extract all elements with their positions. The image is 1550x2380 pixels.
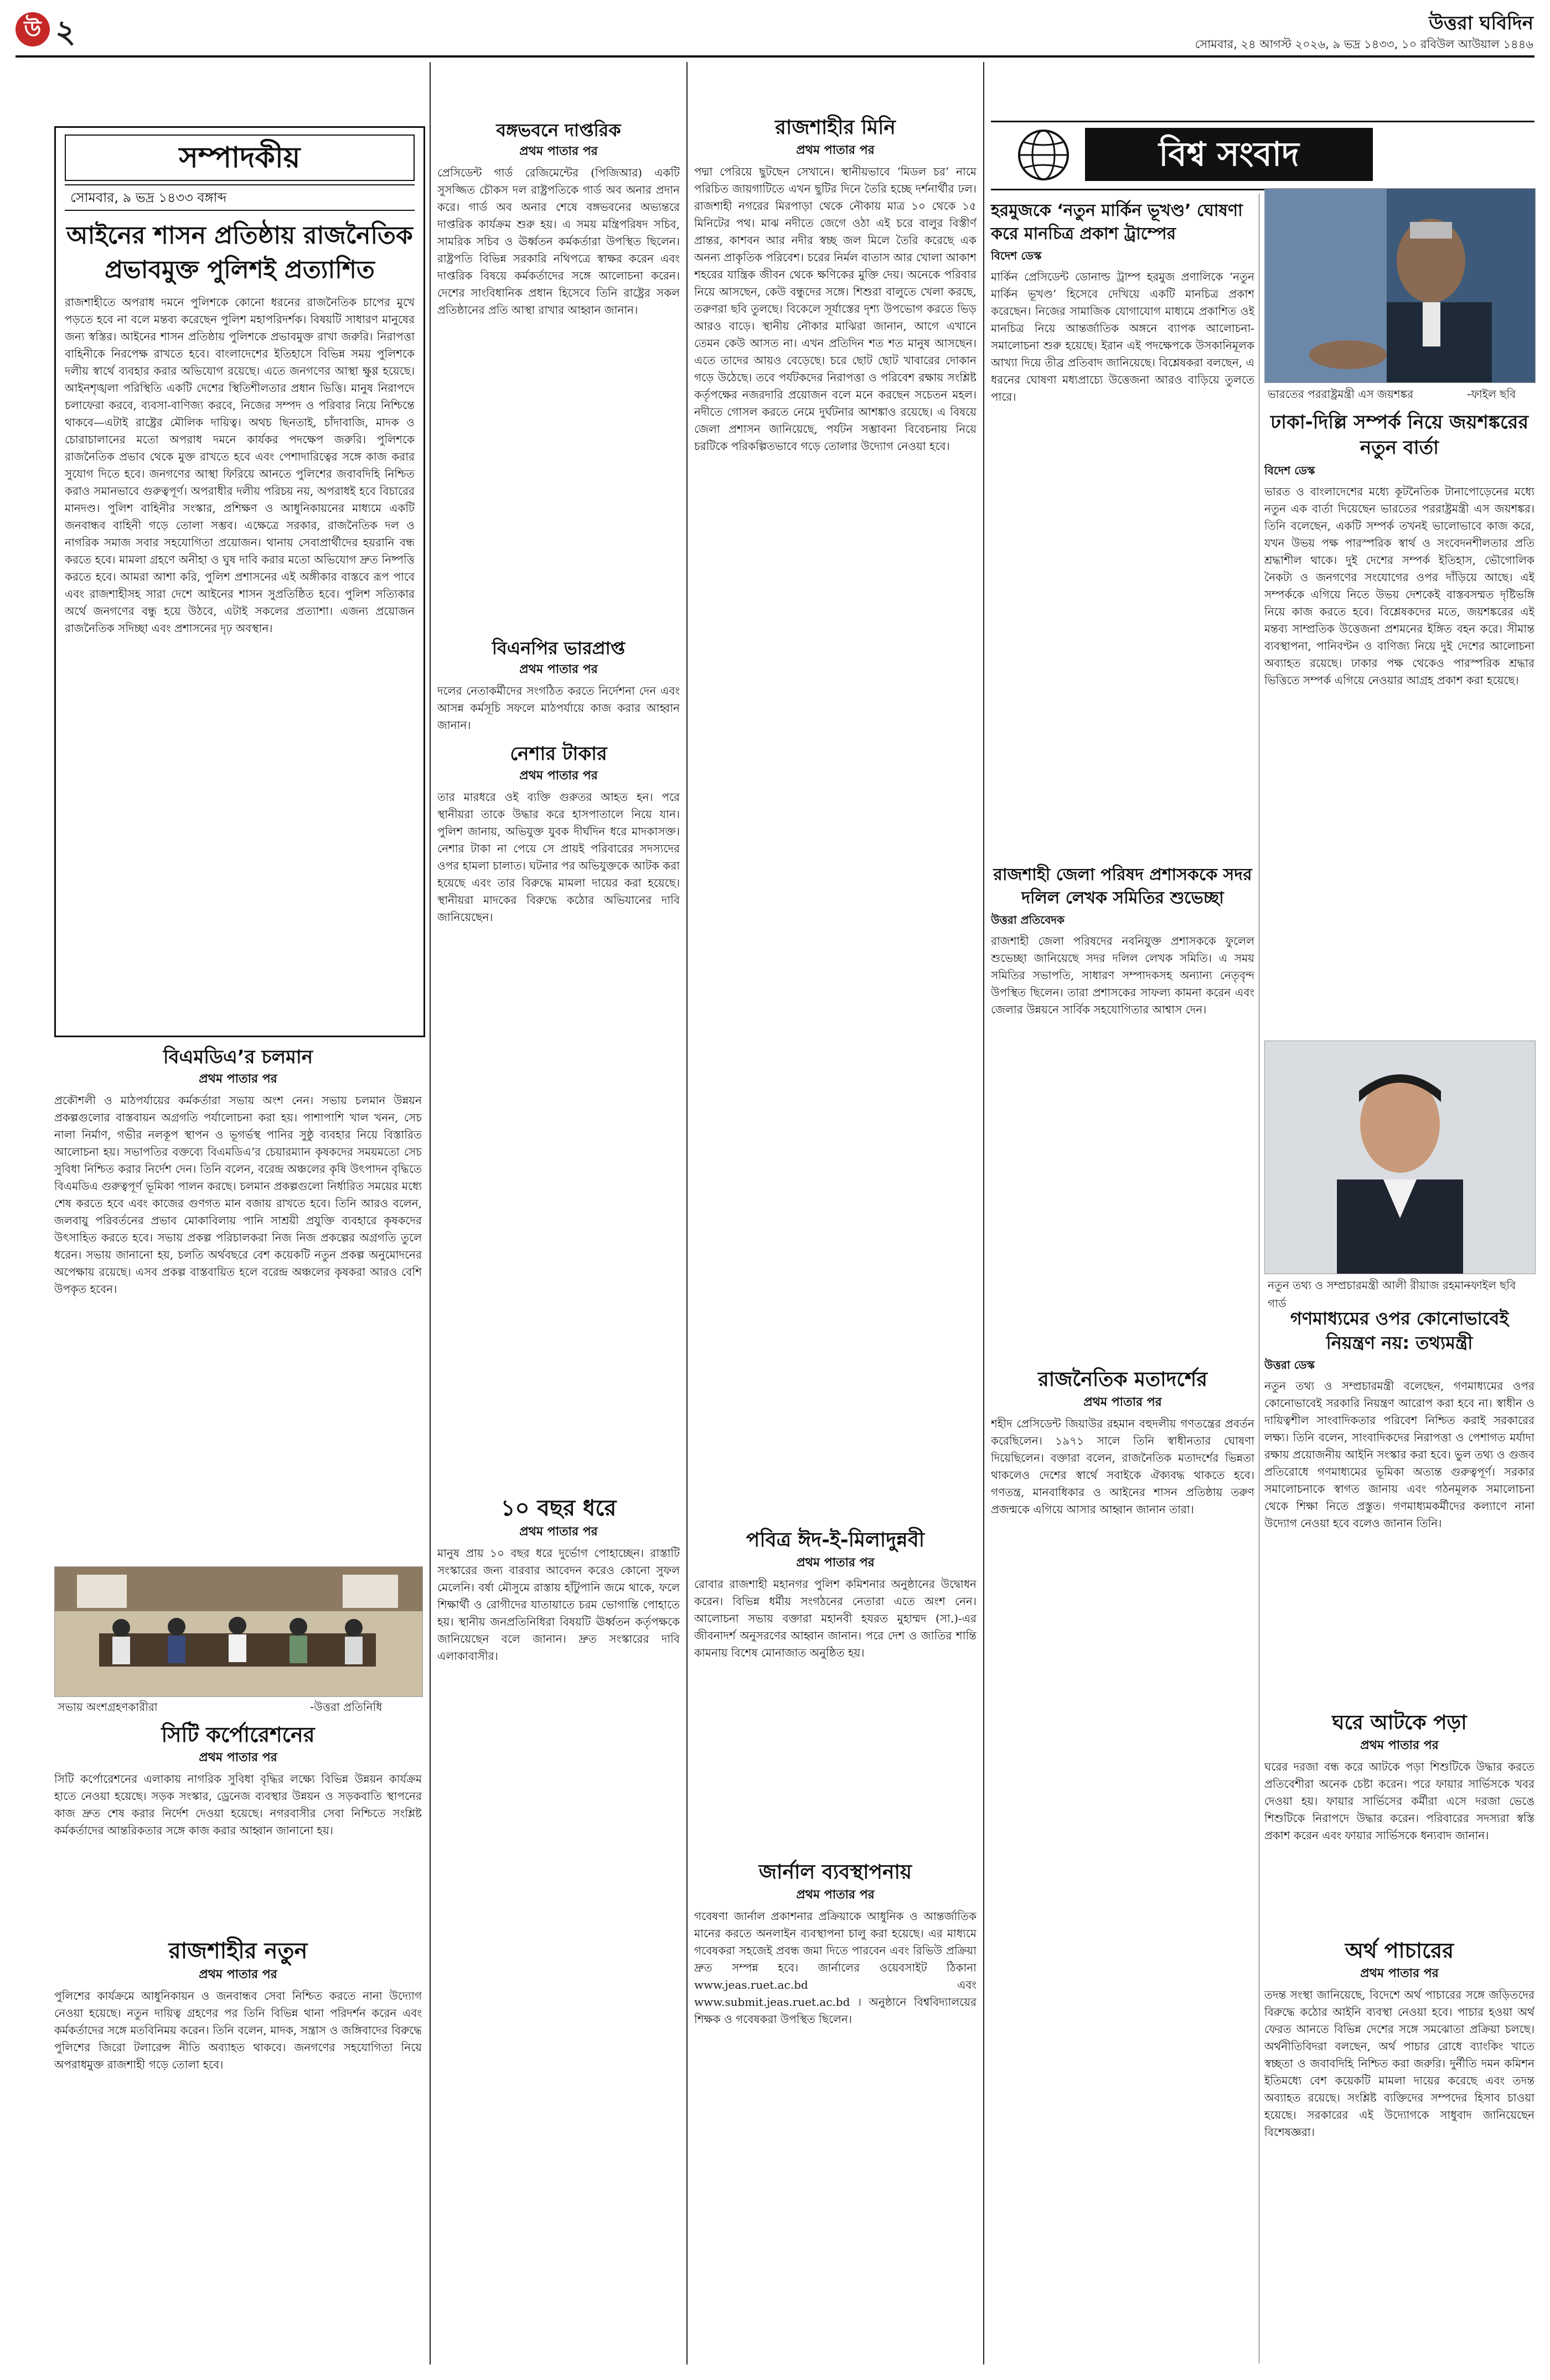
- story-sub: প্রথম পাতার পর: [796, 1888, 875, 1902]
- column-divider: [686, 62, 688, 2365]
- masthead-logo: [16, 12, 50, 46]
- story-body: রাজশাহী জেলা পরিষদের নবনিযুক্ত প্রশাসককে ফুলেল শুভেচ্ছা জানিয়েছে সদর দলিল লেখক সমিতি। এ সময় সমিতির সভাপতি, সাধারণ সম্পাদকসহ অন্যান্য নেতৃবৃন্দ উপস্থিত ছিলেন। তারা প্রশাসকের সাফল্য কামনা করেন এবং জেলার উন্নয়নে সার্বিক সহযোগিতার আশ্বাস দেন।: [991, 934, 1254, 1016]
- story-sub: প্রথম পাতার পর: [1083, 1395, 1162, 1409]
- story-body: প্রেসিডেন্ট গার্ড রেজিমেন্টের (পিজিআর) একটি সুসজ্জিত চৌকস দল রাষ্ট্রপতিকে গার্ড অব অনার প্রদান করে। গার্ড অব অনার শেষে বঙ্গভবনের অভ্যন্তরে দাপ্তরিক কার্যক্রম শুরু হয়। এ সময় মন্ত্রিপরিষদ সচিব, সামরিক সচিব ও ঊর্ধ্বতন কর্মকর্তারা উপস্থিত ছিলেন। রাষ্ট্রপতি বিভিন্ন সরকারি নথিপত্রে স্বাক্ষর করেন এবং দাপ্তরিক বিষয়ে কর্মকর্তাদের সঙ্গে আলোচনা করেন। দেশের সাংবিধানিক প্রধান হিসেবে তিনি রাষ্ট্রের সকল প্রতিষ্ঠানের প্রতি আস্থা রাখার আহ্বান জানান।: [437, 166, 680, 317]
- world-story5: [1264, 1306, 1534, 1699]
- story-body: রোবার রাজশাহী মহানগর পুলিশ কমিশনার অনুষ্ঠানের উদ্বোধন করেন। বিভিন্ন ধর্মীয় সংগঠনের নেতারা এতে অংশ নেন। আলোচনা সভায় বক্তারা মহানবী হযরত মুহাম্মদ (সা.)-এর জীবনাদর্শ অনুসরণের আহ্বান জানান। পরে দেশ ও জাতির শান্তি কামনায় বিশেষ মোনাজাত অনুষ্ঠিত হয়।: [694, 1577, 976, 1659]
- editorial-headline: আইনের শাসন প্রতিষ্ঠায় রাজনৈতিক প্রভাবমুক্ত পুলিশই প্রত্যাশিত: [66, 221, 413, 284]
- world-story3: [991, 863, 1254, 1420]
- story-title: রাজশাহীর মিনি: [775, 116, 896, 139]
- story-byline: বিদেশ ডেস্ক: [1264, 464, 1315, 477]
- editorial-date: সোমবার, ৯ ভদ্র ১৪৩৩ বঙ্গাব্দ: [65, 184, 415, 211]
- date-line: সোমবার, ২৪ আগস্ট ২০২৬, ৯ ভদ্র ১৪৩৩, ১০ রবিউল আউয়াল ১৪৪৬: [1195, 38, 1533, 51]
- story-title: বিএনপির ভারপ্রাপ্ত: [492, 638, 626, 659]
- story-byline: উত্তরা প্রতিবেদক: [991, 913, 1065, 927]
- column-divider: [983, 62, 984, 2365]
- world-section-title-box: [1085, 128, 1373, 181]
- story-title: বিএমডিএ’র চলমান: [163, 1046, 313, 1068]
- col1-story2: [54, 1721, 422, 1926]
- story-body: পুলিশের কার্যক্রমে আধুনিকায়ন ও জনবান্ধব সেবা নিশ্চিত করতে নানা উদ্যোগ নেওয়া হয়েছে। নতুন দায়িত্ব গ্রহণের পর তিনি বিভিন্ন থানা পরিদর্শন করেন এবং কর্মকর্তাদের সঙ্গে মতবিনিময় করেন। তিনি বলেন, মাদক, সন্ত্রাস ও জঙ্গিবাদের বিরুদ্ধে পুলিশের জিরো টলারেন্স নীতি অব্যাহত থাকবে। জনগণের সহযোগিতা নিয়ে অপরাধমুক্ত রাজশাহী গড়ে তোলা হবে।: [54, 1989, 422, 2071]
- story-body: দলের নেতাকর্মীদের সংগঠিত করতে নির্দেশনা দেন এবং আসন্ন কর্মসূচি সফলে মাঠপর্যায়ে কাজ করার আহ্বান জানান।: [437, 684, 680, 732]
- col1-story3: [54, 1937, 422, 2369]
- story-body: মার্কিন প্রেসিডেন্ট ডোনাল্ড ট্রাম্প হরমুজ প্রণালিকে ‘নতুন মার্কিন ভূখণ্ড’ হিসেবে দেখিয়ে একটি মানচিত্র প্রকাশ করেছেন। নিজের সামাজিক যোগাযোগ মাধ্যমে প্রকাশিত ওই মানচিত্র নিয়ে আন্তর্জাতিক অঙ্গনে ব্যাপক আলোচনা-সমালোচনা শুরু হয়েছে। ইরান এই পদক্ষেপকে উসকানিমূলক আখ্যা দিয়ে তীব্র প্রতিবাদ জানিয়েছে। বিশ্লেষকরা বলছেন, এ ধরনের ঘোষণা মধ্যপ্রাচ্যে উত্তেজনা আরও বাড়িয়ে তুলতে পারে।: [991, 270, 1254, 403]
- story-body: তদন্ত সংস্থা জানিয়েছে, বিদেশে অর্থ পাচারের সঙ্গে জড়িতদের বিরুদ্ধে কঠোর আইনি ব্যবস্থা নেওয়া হবে। পাচার হওয়া অর্থ ফেরত আনতে বিভিন্ন দেশের সঙ্গে সমঝোতা প্রক্রিয়া চলছে। অর্থনীতিবিদরা বলছেন, অর্থ পাচার রোধে ব্যাংকিং খাতে স্বচ্ছতা ও জবাবদিহি নিশ্চিত করা জরুরি। দুর্নীতি দমন কমিশন ইতিমধ্যে বেশ কয়েকটি মামলা দায়ের করেছে এবং তদন্ত অব্যাহত রয়েছে। সংশ্লিষ্ট ব্যক্তিদের সম্পদের হিসাব চাওয়া হয়েছে। সরকারের এই উদ্যোগকে সাধুবাদ জানিয়েছেন বিশেষজ্ঞরা।: [1264, 1988, 1534, 2139]
- story-title: সিটি কর্পোরেশনের: [161, 1722, 315, 1747]
- col2-story4: [437, 1494, 680, 2364]
- col3-story3: [694, 1860, 976, 2362]
- story-title: বঙ্গভবনে দাপ্তরিক: [496, 120, 621, 141]
- story-sub: প্রথম পাতার পর: [519, 663, 598, 676]
- meeting-photo-image: [55, 1567, 422, 1696]
- logo-letter: উ: [24, 17, 42, 42]
- story-body: গবেষণা জার্নাল প্রকাশনার প্রক্রিয়াকে আধুনিক ও আন্তর্জাতিক মানের করতে অনলাইন ব্যবস্থাপনা চালু করা হয়েছে। এর মাধ্যমে গবেষকরা সহজেই প্রবন্ধ জমা দিতে পারবেন এবং রিভিউ প্রক্রিয়া দ্রুত সম্পন্ন হবে। জার্নালের ওয়েবসাইট ঠিকানা www.jeas.ruet.ac.bd এবং www.submit.jeas.ruet.ac.bd । অনুষ্ঠানে বিশ্ববিদ্যালয়ের শিক্ষক ও গবেষকরা উপস্থিত ছিলেন।: [694, 1910, 976, 2026]
- story-sub: প্রথম পাতার পর: [1360, 1739, 1439, 1752]
- minister-photo-image: [1265, 1041, 1535, 1274]
- editorial-box: [54, 126, 425, 1037]
- photo-credit: -ফাইল ছবি: [1467, 387, 1516, 401]
- story-body: সিটি কর্পোরেশনের এলাকায় নাগরিক সুবিধা বৃদ্ধির লক্ষ্যে বিভিন্ন উন্নয়ন কার্যক্রম হাতে নেওয়া হয়েছে। সড়ক সংস্কার, ড্রেনেজ ব্যবস্থার উন্নয়ন ও সড়কবাতি স্থাপনের কাজ দ্রুত শেষ করার নির্দেশ দেওয়া হয়েছে। নগরবাসীর সেবা নিশ্চিতে সংশ্লিষ্ট কর্মকর্তাদের আন্তরিকতার সঙ্গে কাজ করার আহ্বান জানানো হয়।: [54, 1772, 422, 1837]
- col2-story2: [437, 637, 680, 749]
- page-number: ২: [55, 14, 76, 50]
- col3-story2: [694, 1528, 976, 1864]
- story-byline: বিদেশ ডেস্ক: [991, 249, 1042, 262]
- minister-photo: [1264, 1041, 1536, 1274]
- story-sub: প্রথম পাতার পর: [519, 1525, 598, 1539]
- editorial-body: রাজশাহীতে অপরাধ দমনে পুলিশকে কোনো ধরনের রাজনৈতিক চাপের মুখে পড়তে হবে না বলে মন্তব্য করেছেন পুলিশ মহাপরিদর্শক। বিষয়টি সাধারণ মানুষের জন্য স্বস্তির। আইনের শাসন প্রতিষ্ঠায় পুলিশকে প্রভাবমুক্ত রাখা জরুরি। নিরাপত্তা বাহিনীকে নিরপেক্ষ রাখতে হবে। বাংলাদেশের ইতিহাসে বিভিন্ন সময় পুলিশকে দলীয় স্বার্থে ব্যবহার করার অভিযোগ রয়েছে। এতে জনগণের আস্থা ক্ষুণ্ণ হয়েছে। আইনশৃঙ্খলা পরিস্থিতি একটি দেশের স্থিতিশীলতার প্রধান ভিত্তি। মানুষ নিরাপদে চলাফেরা করবে, ব্যবসা-বাণিজ্য করবে, নিজের সম্পদ ও পরিবার নিয়ে নিশ্চিন্তে থাকবে—এটাই রাষ্ট্রের মৌলিক দায়িত্ব। অথচ ছিনতাই, চাঁদাবাজি, মাদক ও চোরাচালানের মতো অপরাধ দমনে কার্যকর পদক্ষেপ জরুরি। পুলিশকে রাজনৈতিক প্রভাব থেকে মুক্ত রাখতে হবে এবং পেশাদারিত্বের সঙ্গে কাজ করার সুযোগ দিতে হবে। জনগণের আস্থা ফিরিয়ে আনতে পুলিশের জবাবদিহি নিশ্চিত করাও সমানভাবে গুরুত্বপূর্ণ। অপরাধীর দলীয় পরিচয় নয়, অপরাধই হবে বিচারের মানদণ্ড। পুলিশ বাহিনীর সংস্কার, প্রশিক্ষণ ও আধুনিকায়নের মাধ্যমে একটি জনবান্ধব বাহিনী গড়ে তোলা সম্ভব। এক্ষেত্রে সরকার, রাজনৈতিক দল ও নাগরিক সমাজ সবার সহযোগিতা প্রয়োজন। থানায় সেবাপ্রার্থীদের হয়রানি বন্ধ করতে হবে। মামলা গ্রহণে অনীহা ও ঘুষ দাবি করার মতো অভিযোগ দ্রুত নিষ্পত্তি করতে হবে। আমরা আশা করি, পুলিশ প্রশাসনের এই অঙ্গীকার বাস্তবে রূপ পাবে এবং রাজশাহীসহ সারা দেশে আইনের শাসন সুপ্রতিষ্ঠিত হবে। পুলিশ সত্যিকার অর্থে জনগণের বন্ধু হয়ে উঠবে, এটাই সকলের প্রত্যাশা। এজন্য প্রয়োজন রাজনৈতিক সদিচ্ছা এবং প্রশাসনের দৃঢ় অবস্থান।: [65, 296, 415, 635]
- story-sub: প্রথম পাতার পর: [1360, 1967, 1439, 1980]
- story-body: তার মারধরে ওই ব্যক্তি গুরুতর আহত হন। পরে স্থানীয়রা তাকে উদ্ধার করে হাসপাতালে নিয়ে যান। পুলিশ জানায়, অভিযুক্ত যুবক দীর্ঘদিন ধরে মাদকাসক্ত। নেশার টাকা না পেয়ে সে প্রায়ই পরিবারের সদস্যদের ওপর হামলা চালাত। ঘটনার পর অভিযুক্তকে আটক করা হয়েছে এবং তার বিরুদ্ধে মামলা দায়ের করা হয়েছে। স্থানীয়রা মাদকের বিরুদ্ধে কঠোর অভিযানের দাবি জানিয়েছেন।: [437, 790, 680, 924]
- story-title: পবিত্র ঈদ-ই-মিলাদুন্নবী: [746, 1529, 925, 1551]
- story-byline: উত্তরা ডেস্ক: [1264, 1358, 1315, 1372]
- story-title: নেশার টাকার: [510, 743, 607, 765]
- paper-name: উত্তরা ঘবিদিন: [1429, 12, 1533, 34]
- story-body: প্রকৌশলী ও মাঠপর্যায়ের কর্মকর্তারা সভায় অংশ নেন। সভায় চলমান উন্নয়ন প্রকল্পগুলোর বাস্তবায়ন অগ্রগতি পর্যালোচনা করা হয়। পাশাপাশি খাল খনন, সেচ নালা নির্মাণ, গভীর নলকূপ স্থাপন ও ভূগর্ভস্থ পানির সুষ্ঠু ব্যবহার নিয়ে বিস্তারিত আলোচনা হয়। সভাপতির বক্তব্যে বিএমডিএ’র চেয়ারম্যান কৃষকদের সময়মতো সেচ সুবিধা নিশ্চিত করার নির্দেশ দেন। তিনি বলেন, বরেন্দ্র অঞ্চলের কৃষি উৎপাদন বৃদ্ধিতে বিএমডিএ গুরুত্বপূর্ণ ভূমিকা পালন করছে। চলমান প্রকল্পগুলো নির্ধারিত সময়ের মধ্যে শেষ করতে হবে এবং কাজের গুণগত মান বজায় রাখতে হবে। তিনি আরও বলেন, জলবায়ু পরিবর্তনের প্রভাব মোকাবিলায় পানি সাশ্রয়ী প্রযুক্তি ব্যবহারে কৃষকদের উৎসাহিত করতে হবে। সভায় প্রকল্প পরিচালকরা নিজ নিজ প্রকল্পের অগ্রগতি তুলে ধরেন। সভায় জানানো হয়, চলতি অর্থবছরে বেশ কয়েকটি নতুন প্রকল্প অনুমোদনের অপেক্ষায় রয়েছে। এসব প্রকল্প বাস্তবায়িত হলে বরেন্দ্র অঞ্চলের কৃষকরা আরও বেশি উপকৃত হবেন।: [54, 1094, 422, 1296]
- col1-story1: [54, 1045, 422, 1568]
- photo-caption: সভায় অংশগ্রহণকারীরা: [58, 1700, 158, 1714]
- world-story7: [1264, 1937, 1534, 2363]
- photo-credit: -ফাইল ছবি: [1467, 1279, 1516, 1292]
- masthead-rule: [16, 55, 1534, 58]
- story-sub: প্রথম পাতার পর: [199, 1968, 277, 1981]
- photo-caption: ভারতের পররাষ্ট্রমন্ত্রী এস জয়শঙ্কর: [1268, 387, 1414, 401]
- world-section-title: বিশ্ব সংবাদ: [1159, 135, 1299, 174]
- story-body: ভারত ও বাংলাদেশের মধ্যে কূটনৈতিক টানাপোড়েনের মধ্যে নতুন এক বার্তা দিয়েছেন ভারতের পররাষ্ট্রমন্ত্রী এস জয়শঙ্কর। তিনি বলেছেন, একটি সম্পর্ক তখনই ভালোভাবে কাজ করে, যখন উভয় পক্ষ পারস্পরিক স্বার্থ ও সংবেদনশীলতার প্রতি শ্রদ্ধাশীল থাকে। দুই দেশের সম্পর্ক ইতিহাস, ভৌগোলিক নৈকট্য ও জনগণের সংযোগের ওপর দাঁড়িয়ে আছে। এই সম্পর্ককে এগিয়ে নিতে উভয় দেশকেই বাস্তবসম্মত দৃষ্টিভঙ্গি নিয়ে কাজ করতে হবে। বিশ্লেষকদের মতে, জয়শঙ্করের এই মন্তব্য সাম্প্রতিক উত্তেজনা প্রশমনের ইঙ্গিত বহন করে। সীমান্ত ব্যবস্থাপনা, পানিবণ্টন ও বাণিজ্য নিয়ে দুই দেশের আলোচনা অব্যাহত রয়েছে। ঢাকার পক্ষ থেকেও পারস্পরিক শ্রদ্ধার ভিত্তিতে সম্পর্ক এগিয়ে নেওয়ার আগ্রহ প্রকাশ করা হয়েছে।: [1264, 485, 1534, 687]
- world-story1: [991, 199, 1254, 888]
- story-title: অর্থ পাচারের: [1345, 1938, 1454, 1963]
- world-story4: [991, 1367, 1254, 2356]
- story-body: মানুষ প্রায় ১০ বছর ধরে দুর্ভোগ পোহাচ্ছেন। রাস্তাটি সংস্কারের জন্য বারবার আবেদন করেও কোনো সুফল মেলেনি। বর্ষা মৌসুমে রাস্তায় হাঁটুপানি জমে থাকে, ফলে শিক্ষার্থী ও রোগীদের যাতায়াতে চরম ভোগান্তি পোহাতে হয়। স্থানীয় জনপ্রতিনিধিরা বিষয়টি ঊর্ধ্বতন কর্তৃপক্ষকে জানিয়েছেন বলে জানান। দ্রুত সংস্কারের দাবি এলাকাবাসীর।: [437, 1546, 680, 1663]
- story-body: নতুন তথ্য ও সম্প্রচারমন্ত্রী বলেছেন, গণমাধ্যমের ওপর কোনোভাবেই সরকারি নিয়ন্ত্রণ আরোপ করা হবে না। স্বাধীন ও দায়িত্বশীল সাংবাদিকতার পরিবেশ নিশ্চিত করাই সরকারের লক্ষ্য। তিনি বলেন, সাংবাদিকদের নিরাপত্তা ও পেশাগত মর্যাদা রক্ষায় প্রয়োজনীয় আইনি সংস্কার করা হবে। ভুল তথ্য ও গুজব প্রতিরোধে গণমাধ্যমের ভূমিকা অত্যন্ত গুরুত্বপূর্ণ। সরকার সমালোচনাকে স্বাগত জানায় এবং গঠনমূলক সমালোচনা থেকে শিক্ষা নিতে প্রস্তুত। গণমাধ্যমকর্মীদের কল্যাণে নানা উদ্যোগ নেওয়া হবে বলেও জানান তিনি।: [1264, 1379, 1534, 1530]
- col3-story1: [694, 115, 976, 1503]
- world-story2: [1264, 410, 1534, 1070]
- jaishankar-photo-image: [1265, 189, 1535, 382]
- story-title: ঢাকা-দিল্লি সম্পর্ক নিয়ে জয়শঙ্করের নতুন বার্তা: [1270, 411, 1529, 459]
- story-sub: প্রথম পাতার পর: [519, 769, 598, 783]
- story-title: ঘরে আটকে পড়া: [1332, 1711, 1467, 1734]
- world-section-header: [991, 121, 1534, 190]
- globe-icon: [1013, 125, 1074, 185]
- col2-story3: [437, 742, 680, 1503]
- story-sub: প্রথম পাতার পর: [519, 144, 598, 158]
- story-title: হরমুজকে ‘নতুন মার্কিন ভূখণ্ড’ ঘোষণা করে মানচিত্র প্রকাশ ট্রাম্পের: [991, 201, 1243, 244]
- story-body: ঘরের দরজা বন্ধ করে আটকে পড়া শিশুটিকে উদ্ধার করতে প্রতিবেশীরা অনেক চেষ্টা করেন। পরে ফায়ার সার্ভিসকে খবর দেওয়া হয়। ফায়ার সার্ভিসের কর্মীরা এসে দরজা ভেঙে শিশুটিকে নিরাপদে উদ্ধার করেন। পরিবারের সদস্যরা স্বস্তি প্রকাশ করেন এবং ফায়ার সার্ভিসকে ধন্যবাদ জানান।: [1264, 1760, 1534, 1842]
- story-title: ১০ বছর ধরে: [500, 1496, 617, 1521]
- story-body: পদ্মা পেরিয়ে ছুটছেন সেখানে। স্থানীয়ভাবে ‘মিডল চর’ নামে পরিচিত জায়গাটিতে এখন ছুটির দিনে তৈরি হচ্ছে দর্শনার্থীর ঢল। রাজশাহী নগরের মিরপাড়া থেকে নৌকায় মাত্র ১০ থেকে ১৫ মিনিটের পথ। মাঝ নদীতে জেগে ওঠা এই চরে বালুর বিস্তীর্ণ প্রান্তর, কাশবন আর নদীর স্বচ্ছ জল মিলে তৈরি করেছে এক অনন্য প্রাকৃতিক পরিবেশ। চরের নির্মল বাতাস আর খোলা আকাশ শহরের যান্ত্রিক জীবন থেকে ক্ষণিকের মুক্তি দেয়। অনেকে পরিবার নিয়ে আসছেন, কেউ বন্ধুদের সঙ্গে। শিশুরা বালুতে খেলা করছে, তরুণরা ছবি তুলছে। বিকেলে সূর্যাস্তের দৃশ্য উপভোগ করতে ভিড় আরও বাড়ে। স্থানীয় নৌকার মাঝিরা জানান, আগে এখানে তেমন কেউ আসত না। এখন প্রতিদিন শত শত মানুষ আসছেন। এতে তাদের আয়ও বেড়েছে। চরে ছোট ছোট খাবারের দোকান গড়ে উঠেছে। তবে পর্যটকদের নিরাপত্তা ও পরিবেশ রক্ষায় সংশ্লিষ্ট কর্তৃপক্ষের নজরদারি প্রয়োজন বলে মনে করছেন সচেতন মহল। নদীতে গোসল করতে নেমে দুর্ঘটনার আশঙ্কাও রয়েছে। এ বিষয়ে জেলা প্রশাসন জানিয়েছে, পর্যটন সম্ভাবনা বিবেচনায় নিয়ে চরটিকে পরিকল্পিতভাবে গড়ে তোলার উদ্যোগ নেওয়া হবে।: [694, 165, 976, 453]
- col2-story1: [437, 118, 680, 635]
- photo-caption: নতুন তথ্য ও সম্প্রচারমন্ত্রী আলী রীয়াজ রহমান গার্ড: [1268, 1279, 1471, 1310]
- story-title: রাজশাহী জেলা পরিষদ প্রশাসককে সদর দলিল লেখক সমিতির শুভেচ্ছা: [993, 865, 1252, 908]
- story-title: জার্নাল ব্যবস্থাপনায়: [758, 1861, 912, 1884]
- story-body: শহীদ প্রেসিডেন্ট জিয়াউর রহমান বহুদলীয় গণতন্ত্রের প্রবর্তন করেছিলেন। ১৯৭১ সালে তিনি স্বাধীনতার ঘোষণা দিয়েছিলেন। বক্তারা বলেন, রাজনৈতিক মতাদর্শের ভিন্নতা থাকলেও দেশের স্বার্থে সবাইকে ঐক্যবদ্ধ থাকতে হবে। গণতন্ত্র, মানবাধিকার ও আইনের শাসন প্রতিষ্ঠায় তরুণ প্রজন্মকে এগিয়ে আসার আহ্বান জানান তারা।: [991, 1417, 1254, 1516]
- photo-credit: -উত্তরা প্রতিনিধি: [310, 1700, 383, 1714]
- story-title: রাজনৈতিক মতাদর্শের: [1037, 1368, 1207, 1391]
- story-title: গণমাধ্যমের ওপর কোনোভাবেই নিয়ন্ত্রণ নয়: তথ্যমন্ত্রী: [1290, 1308, 1509, 1353]
- jaishankar-photo: [1264, 188, 1536, 383]
- world-story6: [1264, 1710, 1534, 1924]
- story-sub: প্রথম পাতার পর: [199, 1751, 277, 1765]
- story-title: রাজশাহীর নতুন: [168, 1938, 308, 1964]
- meeting-photo: [54, 1566, 423, 1697]
- editorial-title: সম্পাদকীয়: [65, 134, 415, 181]
- story-sub: প্রথম পাতার পর: [796, 143, 875, 157]
- column-divider: [430, 62, 431, 2365]
- story-sub: প্রথম পাতার পর: [199, 1072, 277, 1086]
- story-sub: প্রথম পাতার পর: [796, 1556, 875, 1570]
